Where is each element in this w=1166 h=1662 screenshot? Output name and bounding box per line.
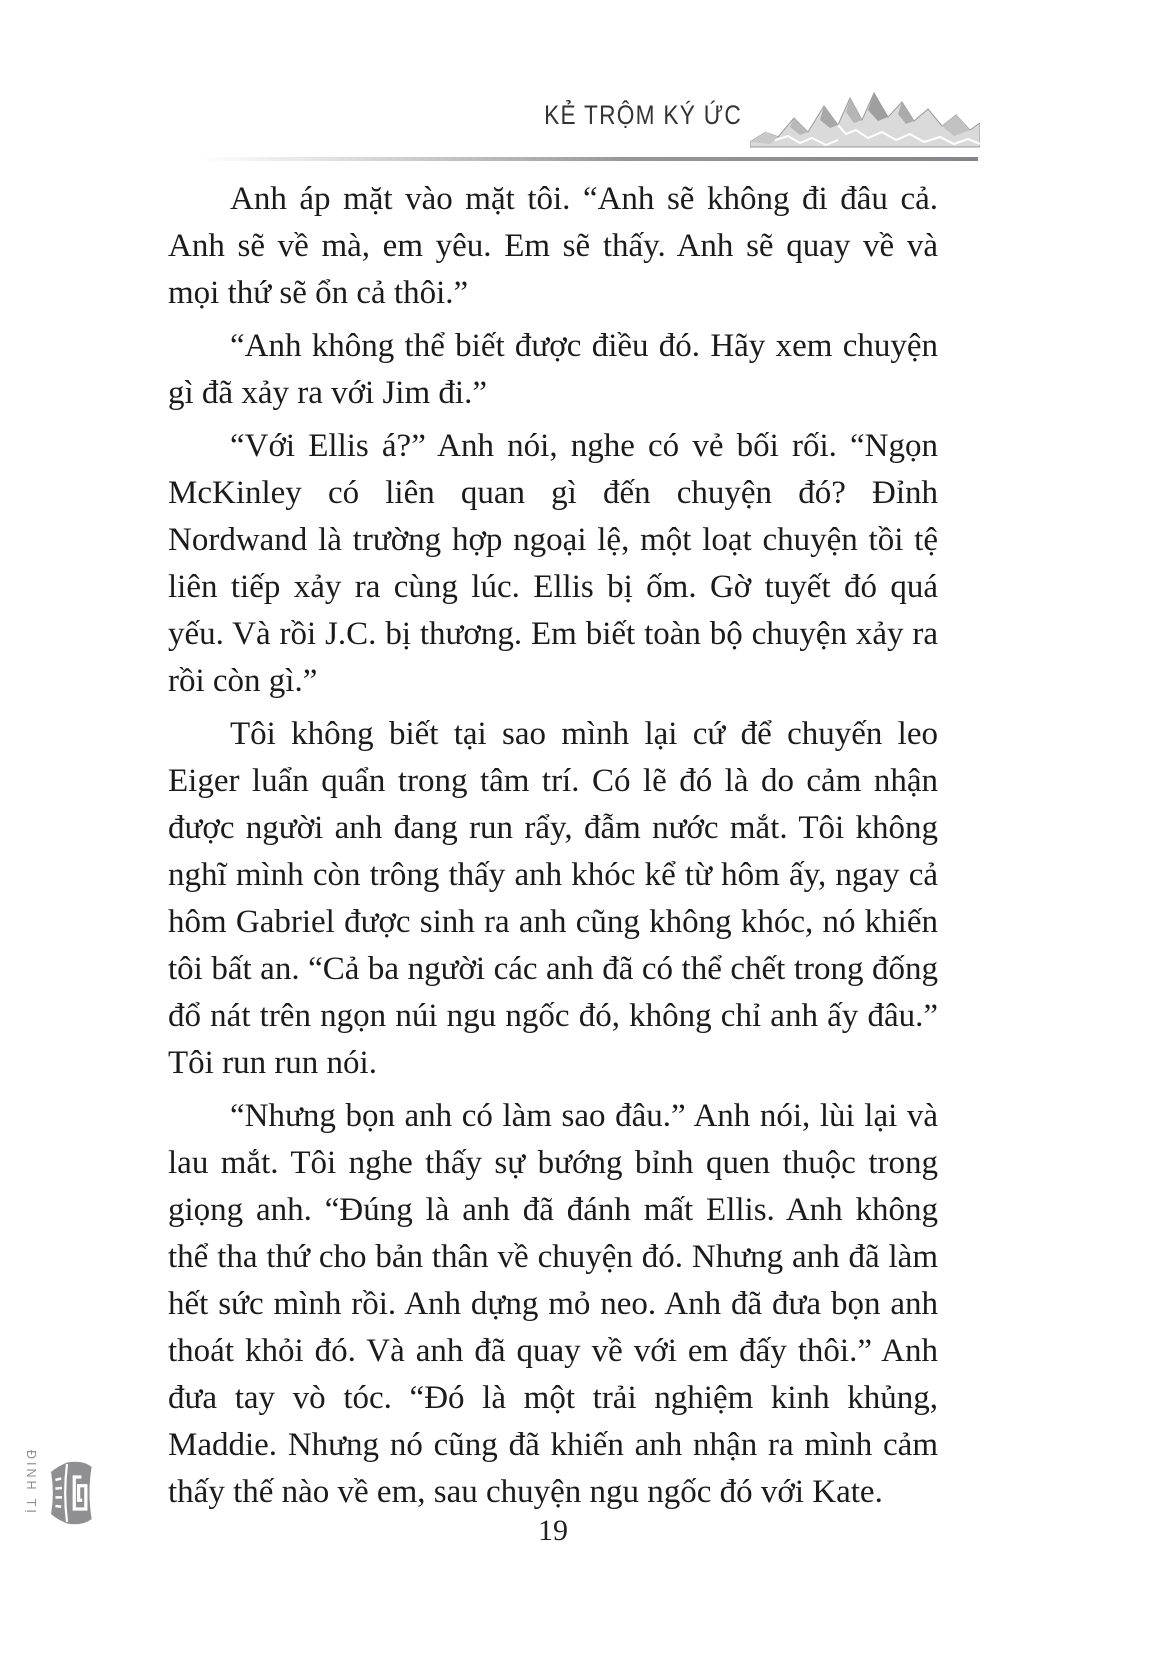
publisher-logo: [24, 1450, 96, 1536]
publisher-name: ĐINH TỊ: [24, 1450, 38, 1516]
page-number: 19: [538, 1514, 568, 1547]
running-head-title: KẺ TRỘM KÝ ỨC: [544, 100, 742, 130]
header-rule: [198, 157, 978, 161]
body-paragraph: “Nhưng bọn anh có làm sao đâu.” Anh nói, lùi lại và lau mắt. Tôi nghe thấy sự bướng bỉnh quen thuộc trong giọng anh. “Đúng là anh đã đánh mất Ellis. Anh không thể tha thứ cho bản thân về chuyện đó. Nhưng anh đã làm hết sức mình rồi. Anh dựng mỏ neo. Anh đã đưa bọn anh thoát khỏi đó. Và anh đã quay về với em đấy thôi.” Anh đưa tay vò tóc. “Đó là một trải nghiệm kinh khủng, Maddie. Nhưng nó cũng đã khiến anh nhận ra mình cảm thấy thế nào về em, sau chuyện ngu ngốc đó với Kate.: [168, 1098, 938, 1510]
body-paragraph: “Với Ellis á?” Anh nói, nghe có vẻ bối rối. “Ngọn McKinley có liên quan gì đến chuyện đó? Đỉnh Nordwand là trường hợp ngoại lệ, một loạt chuyện tồi tệ liên tiếp xảy ra cùng lúc. Ellis bị ốm. Gờ tuyết đó quá yếu. Và rồi J.C. bị thương. Em biết toàn bộ chuyện xảy ra rồi còn gì.”: [168, 428, 938, 699]
body-paragraph: Tôi không biết tại sao mình lại cứ để chuyến leo Eiger luẩn quẩn trong tâm trí. Có lẽ đó là do cảm nhận được người anh đang run rẩy, đẫm nước mắt. Tôi không nghĩ mình còn trông thấy anh khóc kể từ hôm ấy, ngay cả hôm Gabriel được sinh ra anh cũng không khóc, nó khiến tôi bất an. “Cả ba người các anh đã có thể chết trong đống đổ nát trên ngọn núi ngu ngốc đó, không chỉ anh ấy đâu.” Tôi run run nói.: [168, 716, 938, 1081]
mountain-range-icon: [750, 90, 980, 156]
open-book-maze-logo-icon: [38, 1450, 96, 1536]
body-paragraph: Anh áp mặt vào mặt tôi. “Anh sẽ không đi đâu cả. Anh sẽ về mà, em yêu. Em sẽ thấy. Anh sẽ quay về và mọi thứ sẽ ổn cả thôi.”: [168, 181, 938, 311]
body-text: [168, 176, 938, 1522]
body-paragraph: “Anh không thể biết được điều đó. Hãy xem chuyện gì đã xảy ra với Jim đi.”: [168, 328, 938, 411]
